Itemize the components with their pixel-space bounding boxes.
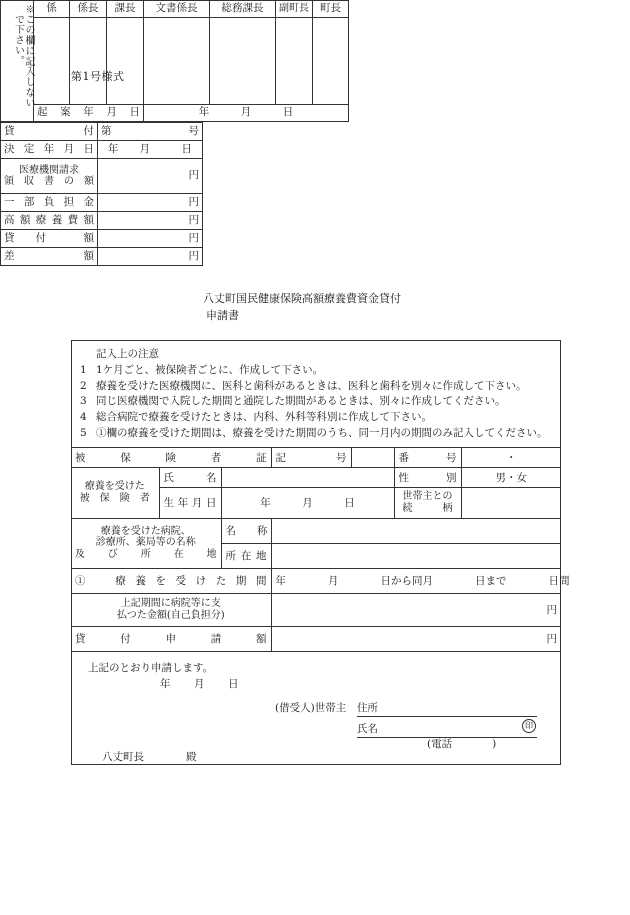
borrower-address-field[interactable] [357, 700, 537, 717]
facility-label-line1: 療養を受けた病院、 [100, 526, 191, 538]
approval-col-head-somu-kacho: 総務課長 [210, 1, 276, 18]
instruction-item [80, 363, 552, 379]
instruction-number: 2 [80, 379, 87, 392]
row-insured-name [71, 467, 561, 487]
loan-request-label-text: 貸 付 申 請 額 [75, 633, 267, 645]
row-treatment-period [71, 568, 561, 593]
instruction-text: ①欄の療養を受けた期間は、療養を受けた期間のうち、同一月内の期間のみ記入してください。 [96, 426, 548, 439]
symbol-value[interactable] [351, 447, 394, 467]
loan-label-loan-amount [1, 230, 98, 248]
loan-label-partial-burden [1, 194, 98, 212]
amount-paid-label-line1: 上記期間に病院等に支 [120, 598, 221, 610]
addressee-honorific: 殿 [186, 750, 197, 763]
seal-icon: 印 [522, 719, 536, 733]
loan-value-receipt-amount[interactable]: 円 [98, 159, 203, 194]
row-loan-request [71, 626, 561, 651]
facility-address-value[interactable] [271, 543, 561, 568]
name-label-text: 氏 名 [163, 471, 217, 484]
symbol-label [271, 447, 351, 467]
no-entry-note-cell [1, 1, 34, 122]
row-amount-paid [71, 593, 561, 626]
insured-person-label-line1: 療養を受けた [84, 481, 145, 493]
row-facility-name [71, 518, 561, 543]
instruction-item [80, 410, 552, 426]
insurance-card-label-text: 被 保 険 者 証 [75, 451, 267, 464]
addressee-mayor: 八丈町長 [102, 750, 144, 763]
loan-label-difference [1, 248, 98, 266]
approval-col-head-kacho: 課長 [107, 1, 144, 18]
approval-col-head-kakaricho: 係長 [70, 1, 107, 18]
amount-paid-value[interactable]: 円 [271, 593, 561, 626]
facility-name-label [221, 518, 271, 543]
insurance-card-label [71, 447, 271, 467]
facility-name-label-text: 名 称 [225, 525, 268, 537]
instruction-text: 1ケ月ごと、被保険者ごとに、作成して下さい。 [96, 363, 324, 376]
gender-label-text: 性 別 [398, 471, 457, 484]
instruction-item [80, 394, 552, 410]
loan-value-partial-burden[interactable]: 円 [98, 194, 203, 212]
loan-label-receipt-amount: 医療機関請求 領 収 書 の 額 [1, 159, 98, 194]
approval-col-head-fuku-chocho: 副町長 [276, 1, 313, 18]
loan-value-kashitsuke-text: 第号 [101, 124, 199, 137]
household-relation-label-line1: 世帯主との [402, 491, 453, 503]
instructions-heading: 記入上の注意 [96, 348, 159, 360]
approval-stamp-somu-kacho[interactable] [210, 18, 276, 105]
loan-row-high-cost-amount [1, 212, 203, 230]
symbol-label-text: 記 号 [275, 451, 347, 464]
loan-row-partial-burden [1, 194, 203, 212]
loan-label-decision-date-text: 決定年月日 [4, 142, 94, 155]
facility-address-label-text: 所在地 [225, 550, 267, 562]
instructions-block [72, 341, 560, 447]
gender-label [394, 467, 461, 487]
number-value[interactable]: ・ [461, 447, 561, 467]
application-statement: 上記のとおり申請します。 [88, 661, 214, 674]
loan-label-kashitsuke-text: 貸 付 [4, 124, 94, 137]
approval-col-head-chocho: 町長 [313, 1, 349, 18]
loan-value-high-cost-amount[interactable]: 円 [98, 212, 203, 230]
birthdate-value[interactable]: 年 月 日 [221, 487, 394, 518]
loan-label-difference-text: 差 額 [4, 249, 94, 262]
instruction-item [80, 426, 552, 442]
telephone-label: (電話 [427, 737, 453, 750]
signature-block [72, 652, 560, 764]
approval-stamp-kakaricho[interactable] [70, 18, 107, 105]
insured-person-label-line2: 被 保 険 者 [79, 492, 150, 504]
loan-value-difference[interactable]: 円 [98, 248, 203, 266]
number-label [394, 447, 461, 467]
approval-stamp-kacho[interactable] [107, 18, 144, 105]
birthdate-label [159, 487, 221, 518]
approval-header-row [1, 1, 349, 18]
gender-value[interactable]: 男・女 [461, 467, 561, 487]
approval-stamp-chocho[interactable] [313, 18, 349, 105]
loan-request-value[interactable]: 円 [271, 626, 561, 651]
borrower-label: (借受人)世帯主 [275, 701, 347, 714]
application-date-year: 年 [160, 677, 171, 690]
household-relation-value[interactable] [461, 487, 561, 518]
loan-label-high-cost-amount-text: 高額療養費額 [4, 213, 94, 226]
draft-date-label-text: 起案年月日 [37, 106, 140, 119]
loan-row-difference [1, 248, 203, 266]
no-entry-note-line1: ※この欄に記入しない [23, 4, 34, 108]
approval-stamp-bunsho-kakaricho[interactable] [144, 18, 210, 105]
treatment-period-label [71, 568, 271, 593]
draft-date-row [1, 105, 349, 122]
approval-stamp-table [0, 0, 349, 122]
addressee [102, 749, 197, 764]
number-label-text: 番 号 [398, 451, 457, 464]
document-title-line1: 八丈町国民健康保険高額療養費資金貸付 [203, 292, 401, 305]
borrower-telephone-field[interactable] [427, 736, 496, 751]
application-date-month: 月 [194, 677, 205, 690]
loan-row-kashitsuke [1, 123, 203, 141]
insured-person-label [71, 467, 159, 518]
borrower-address-label: 住所 [357, 701, 378, 714]
household-relation-label-line2: 続 柄 [402, 502, 453, 514]
facility-label-line3: 及 び 所 在 地 [75, 548, 217, 560]
draft-date-value[interactable]: 年 月 日 [144, 105, 349, 122]
instruction-text: 療養を受けた医療機関に、医科と歯科があるときは、医科と歯科を別々に作成して下さい。 [96, 379, 527, 392]
loan-decision-table [0, 122, 203, 266]
loan-row-decision-date [1, 141, 203, 159]
loan-value-decision-date[interactable]: 年 月 日 [98, 141, 203, 159]
instruction-text: 総合病院で療養を受けたときは、内科、外科等科別に作成して下さい。 [96, 411, 432, 423]
approval-col-head-bunsho-kakaricho: 文書係長 [144, 1, 210, 18]
loan-value-kashitsuke[interactable] [98, 123, 203, 141]
facility-address-label [221, 543, 271, 568]
draft-date-label [34, 105, 144, 122]
loan-label-loan-amount-text: 貸 付 額 [4, 231, 94, 244]
telephone-close-paren: ) [492, 737, 497, 750]
form-number: 第1号様式 [71, 70, 125, 83]
household-relation-label [394, 487, 461, 518]
approval-stamp-kakari[interactable] [34, 18, 70, 105]
loan-request-label [71, 626, 271, 651]
loan-label-kashitsuke [1, 123, 98, 141]
application-date-day: 日 [228, 677, 239, 690]
name-label [159, 467, 221, 487]
application-body [71, 340, 570, 765]
instruction-number: 5 [80, 426, 87, 439]
loan-label-partial-burden-text: 一部負担金 [4, 195, 94, 208]
facility-label-line2: 診療所、薬局等の名称 [95, 537, 196, 549]
treatment-period-label-text: ① 療養を受けた期間 [75, 575, 267, 587]
approval-col-head-kakari: 係 [34, 1, 70, 18]
name-value[interactable] [221, 467, 394, 487]
treatment-period-value[interactable]: 年 月 日から同月 日まで 日間 [271, 568, 561, 593]
facility-label [71, 518, 221, 568]
application-data-table [71, 447, 570, 652]
loan-row-loan-amount [1, 230, 203, 248]
instruction-number: 3 [80, 395, 87, 408]
no-entry-note-line2: で下さい。 [12, 14, 24, 66]
instruction-number: 4 [80, 411, 87, 423]
amount-paid-label-line2: 払つた金額(自己負担分) [116, 609, 225, 621]
instruction-item [80, 379, 552, 395]
facility-name-value[interactable] [271, 518, 561, 543]
document-title [203, 291, 401, 324]
loan-value-loan-amount[interactable]: 円 [98, 230, 203, 248]
approval-stamp-row [1, 18, 349, 105]
loan-row-receipt-amount [1, 159, 203, 194]
instruction-number: 1 [80, 363, 87, 376]
loan-label-high-cost-amount [1, 212, 98, 230]
amount-paid-label [71, 593, 271, 626]
borrower-name-label: 氏名 [357, 722, 378, 735]
approval-stamp-fuku-chocho[interactable] [276, 18, 313, 105]
birthdate-label-text: 生年月日 [163, 497, 217, 509]
loan-label-decision-date [1, 141, 98, 159]
instruction-text: 同じ医療機関で入院した期間と通院した期間があるときは、別々に作成してください。 [96, 395, 506, 408]
document-title-line2: 申請書 [206, 308, 239, 322]
application-date[interactable] [160, 676, 262, 691]
row-insurance-card [71, 447, 561, 467]
